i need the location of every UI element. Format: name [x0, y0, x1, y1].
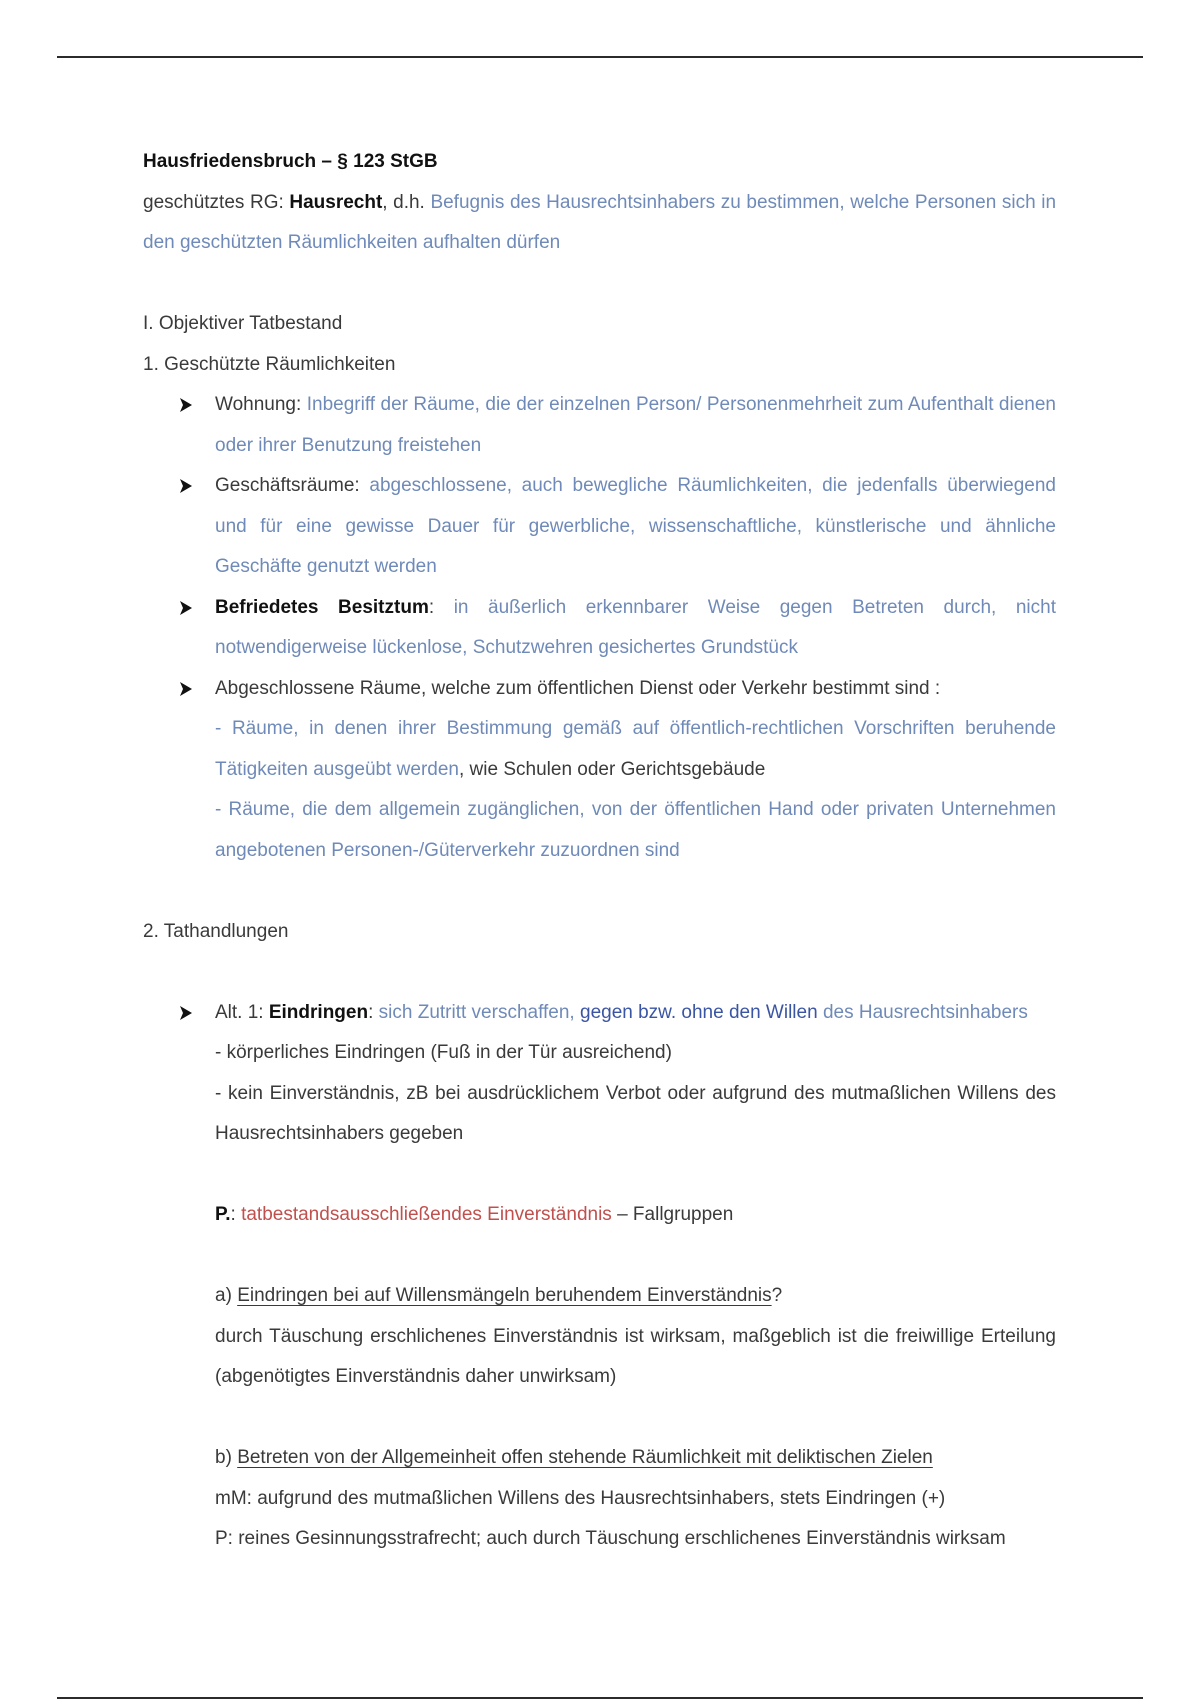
footer-rule	[57, 1697, 1143, 1699]
subheading-tathandlungen: 2. Tathandlungen	[143, 920, 289, 942]
subheading-protected-rooms: 1. Geschützte Räumlichkeiten	[143, 353, 396, 375]
arrow-bullet-icon	[179, 669, 199, 709]
arrow-bullet-icon	[179, 993, 199, 1033]
bullet-befriedetes-besitztum: Befriedetes Besitztum: in äußerlich erkennbarer Weise gegen Betreten durch, nicht notwendigerweise lückenlose, Schutzwehren gesichertes Grundstück	[143, 588, 1056, 669]
protected-interest: geschütztes RG: Hausrecht, d.h. Befugnis des Hausrechtsinhabers zu bestimmen, welche Personen sich in den geschützten Räumlichkeiten aufhalten dürfen	[143, 191, 1057, 253]
problem-block: P.: tatbestandsausschließendes Einverständnis – Fallgruppen	[215, 1204, 734, 1225]
document-title: Hausfriedensbruch – § 123 StGB	[143, 151, 438, 172]
list-item: - kein Einverständnis, zB bei ausdrücklichem Verbot oder aufgrund des mutmaßlichen Willens des Hausrechtsinhabers gegeben	[215, 1082, 1056, 1144]
bullet-wohnung: Wohnung: Inbegriff der Räume, die der einzelnen Person/ Personenmehrheit zum Aufenthalt dienen oder ihrer Benutzung freistehen	[143, 385, 1056, 466]
document-body	[143, 142, 1056, 1560]
bullet-eindringen: Alt. 1: Eindringen: sich Zutritt verschaffen, gegen bzw. ohne den Willen des Hausrechtsinhabers - körperliches Eindringen (Fuß in der Tür ausreichend) - kein Einverständnis, zB bei ausdrücklichem Verbot oder aufgrund des mutmaßlichen Willens des Hausrechtsinhabers gegeben	[143, 993, 1056, 1155]
arrow-bullet-icon	[179, 588, 199, 628]
bullet-geschaeftsraeume: Geschäftsräume: abgeschlossene, auch bewegliche Räumlichkeiten, die jedenfalls überwiegend und für eine gewisse Dauer für gewerbliche, wissenschaftliche, künstlerische und ähnliche Geschäfte genutzt werden	[143, 466, 1056, 588]
case-b-block: b) Betreten von der Allgemeinheit offen stehende Räumlichkeit mit deliktischen Zielen mM: aufgrund des mutmaßlichen Willens des Hausrechtsinhabers, stets Eindringen (+) P: reines Gesinnungsstrafrecht; auch durch Täuschung erschlichenes Einverständnis wirksam	[215, 1447, 1006, 1549]
list-item: - Räume, die dem allgemein zugänglichen, von der öffentlichen Hand oder privaten Unternehmen angebotenen Personen-/Güterverkehr zuzuordnen sind	[215, 799, 1056, 861]
list-item: - Räume, in denen ihrer Bestimmung gemäß auf öffentlich-rechtlichen Vorschriften beruhende Tätigkeiten ausgeübt werden, wie Schulen oder Gerichtsgebäude	[215, 718, 1056, 780]
section-heading-objective: I. Objektiver Tatbestand	[143, 313, 343, 334]
arrow-bullet-icon	[179, 385, 199, 425]
case-a-block: a) Eindringen bei auf Willensmängeln beruhendem Einverständnis? durch Täuschung erschlichenes Einverständnis ist wirksam, maßgeblich ist die freiwillige Erteilung (abgenötigtes Einverständnis daher unwirksam)	[215, 1285, 1056, 1387]
arrow-bullet-icon	[179, 466, 199, 506]
header-rule	[57, 56, 1143, 58]
list-item: - körperliches Eindringen (Fuß in der Tür ausreichend)	[215, 1042, 672, 1063]
bullet-abgeschlossene-raeume: Abgeschlossene Räume, welche zum öffentlichen Dienst oder Verkehr bestimmt sind : - Räume, in denen ihrer Bestimmung gemäß auf öffentlich-rechtlichen Vorschriften beruhende Tätigkeiten ausgeübt werden, wie Schulen oder Gerichtsgebäude - Räume, die dem allgemein zugänglichen, von der öffentlichen Hand oder privaten Unternehmen angebotenen Personen-/Güterverkehr zuzuordnen sind	[143, 669, 1056, 872]
